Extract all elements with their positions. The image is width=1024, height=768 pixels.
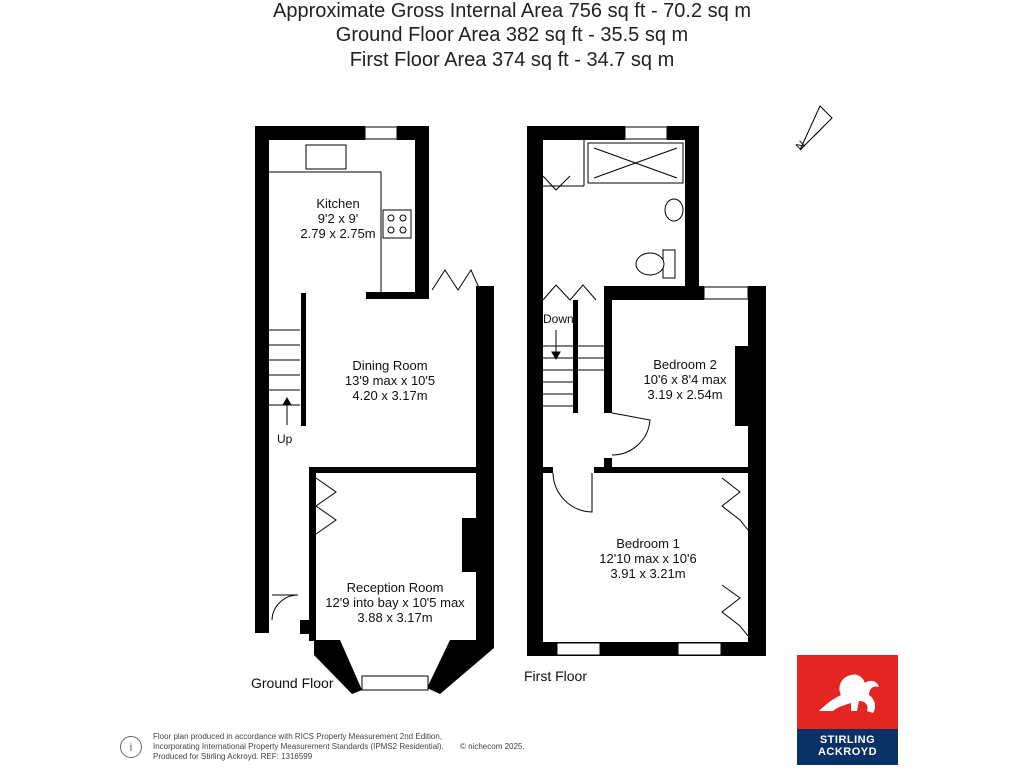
gf-front-door (272, 595, 298, 620)
gf-sink (306, 145, 346, 169)
ff-bed1-door (553, 473, 592, 512)
ff-bathroom-door (543, 285, 596, 300)
gf-chimney (462, 518, 476, 572)
ff-basin (665, 199, 683, 221)
first-floor-label: First Floor (524, 668, 587, 684)
gf-kitchen-bottom-wall (366, 292, 429, 299)
gf-kitchen-window (365, 127, 397, 139)
ff-cupboard-door (543, 176, 570, 190)
ff-cistern (663, 250, 675, 278)
room-label-kitchen: Kitchen 9'2 x 9' 2.79 x 2.75m (300, 196, 376, 241)
ff-toilet (636, 253, 664, 275)
gf-hob (383, 210, 411, 238)
ff-stair-wall (573, 300, 578, 413)
gf-french-doors (432, 270, 480, 290)
ff-partition-left (543, 467, 553, 473)
info-icon: i (120, 736, 142, 758)
ff-bed1-window-left (557, 643, 600, 655)
ff-bed2-top-left (650, 286, 704, 300)
gf-reception-door (316, 478, 336, 534)
gf-bay-right (427, 640, 494, 694)
gf-reception-left-wall (309, 473, 316, 641)
ff-wardrobe-door-2 (722, 585, 748, 636)
stairs-down-label: Down (543, 312, 574, 326)
ground-floor-label: Ground Floor (251, 675, 334, 691)
ff-left-wall (527, 126, 543, 656)
griffin-icon (797, 655, 898, 729)
title-first-floor-area: First Floor Area 374 sq ft - 34.7 sq m (349, 49, 675, 71)
room-label-dining-room: Dining Room 13'9 max x 10'5 4.20 x 3.17m (344, 358, 436, 403)
gf-bay-window (362, 676, 428, 690)
gf-stair-wall (301, 293, 306, 426)
ff-bathroom-window (625, 127, 667, 139)
footer-copyright: © nichecom 2025. (460, 742, 525, 751)
room-label-reception-room: Reception Room 12'9 into bay x 10'5 max 3.88 x 3.17m (325, 580, 465, 625)
gf-top-wall-left (255, 126, 365, 140)
room-label-bedroom-2: Bedroom 2 10'6 x 8'4 max 3.19 x 2.54m (643, 357, 727, 402)
ff-top-wall-left (527, 126, 625, 140)
ff-right-wall (748, 286, 766, 656)
stirling-ackroyd-logo: STIRLING ACKROYD (797, 655, 898, 765)
room-label-bedroom-1: Bedroom 1 12'10 max x 10'6 3.91 x 3.21m (599, 536, 697, 581)
ff-partition-right (594, 467, 748, 473)
ff-post (604, 458, 612, 473)
ff-bed2-window (704, 287, 748, 299)
ff-landing-top (604, 286, 650, 300)
title-gross-area: Approximate Gross Internal Area 756 sq ft - 70.2 sq m (272, 0, 751, 22)
footer-notes: Floor plan produced in accordance with RICS Property Measurement 2nd Edition, Incorporating International Property Measurement Standards (IPMS2 Residential). Produced for Stirling Ackroyd. REF: 1316599 (153, 732, 444, 761)
ff-bed2-left-wall (604, 300, 612, 413)
stairs-up-label: Up (277, 432, 293, 446)
gf-left-wall (255, 126, 269, 633)
title-ground-floor-area: Ground Floor Area 382 sq ft - 35.5 sq m (335, 24, 689, 46)
gf-kitchen-right-wall (415, 126, 429, 299)
ff-bathroom-right-wall (685, 126, 699, 296)
gf-stairs (269, 330, 300, 425)
ff-bed1-window-right (678, 643, 721, 655)
north-letter: N (793, 138, 809, 154)
ff-bed2-door (612, 413, 650, 455)
gf-partition (309, 467, 479, 473)
ff-wardrobe-door-1 (722, 478, 748, 530)
